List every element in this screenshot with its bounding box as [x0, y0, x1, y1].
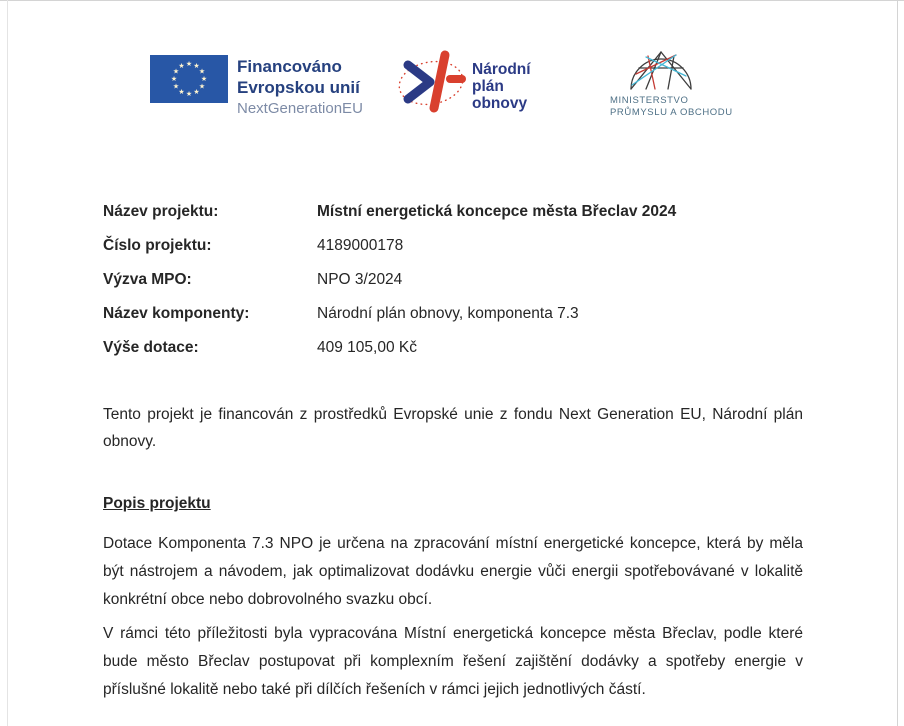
ministry-logo — [610, 43, 770, 119]
eu-funding-line3: NextGenerationEU — [237, 100, 363, 117]
description-paragraph-1: Dotace Komponenta 7.3 NPO je určena na zpracování místní energetické koncepce, která by měla být nástrojem a návodem, jak optimalizovat dodávku energie vůči energii spotřebovávané v lokalitě konkrétní obce nebo dobrovolného svazku obcí. — [103, 535, 803, 608]
info-label: Číslo projektu: — [103, 237, 212, 254]
svg-text:★: ★ — [178, 88, 185, 96]
info-value: 409 105,00 Kč — [317, 339, 417, 356]
ministry-dome-icon — [624, 43, 698, 93]
svg-text:★: ★ — [178, 62, 185, 70]
eu-flag-icon — [150, 55, 228, 103]
npo-line3: obnovy — [472, 95, 528, 112]
info-value: 4189000178 — [317, 237, 404, 254]
page-top-edge — [0, 0, 904, 1]
ministry-line2: PRŮMYSLU A OBCHODU — [610, 107, 733, 118]
svg-text:★: ★ — [185, 60, 193, 68]
info-row-project-number — [103, 237, 813, 271]
info-label: Výše dotace: — [103, 339, 199, 356]
description-paragraph-2: V rámci této příležitosti byla vypracována Místní energetická koncepce města Břeclav, podle které bude město Břeclav postupovat při komplexním řešení zajištění dodávky a spotřeby energie v příslušné lokalitě nebo také při dílčích řešeních v rámci jejich jednotlivých částí. — [103, 625, 803, 698]
info-row-grant-amount — [103, 339, 813, 373]
svg-text:★: ★ — [170, 75, 178, 83]
npo-line1: Národní — [472, 61, 531, 78]
info-label: Název projektu: — [103, 203, 219, 220]
narodni-plan-obnovy-icon — [397, 49, 469, 115]
funding-note: Tento projekt je financován z prostředků Evropské unie z fondu Next Generation EU, Národní plán obnovy. — [103, 406, 803, 450]
svg-text:★: ★ — [185, 90, 193, 98]
svg-text:★: ★ — [200, 75, 208, 83]
info-row-component — [103, 305, 813, 339]
npo-line2: plán — [472, 78, 504, 95]
svg-text:★: ★ — [172, 82, 180, 91]
svg-text:★: ★ — [198, 82, 206, 91]
eu-funding-line1: Financováno — [237, 57, 342, 76]
ministry-text — [610, 95, 770, 119]
page-right-edge — [897, 0, 898, 726]
section-heading-popis-projektu: Popis projektu — [103, 495, 211, 512]
ministry-line1: MINISTERSTVO — [610, 95, 689, 106]
info-row-project-name — [103, 203, 813, 237]
info-label: Název komponenty: — [103, 305, 250, 322]
project-info-table — [103, 203, 813, 373]
eu-funding-logo — [150, 55, 363, 118]
info-value: NPO 3/2024 — [317, 271, 403, 288]
svg-text:★: ★ — [193, 62, 200, 70]
page-left-edge — [7, 0, 8, 726]
svg-text:★: ★ — [172, 67, 180, 76]
svg-text:★: ★ — [198, 67, 206, 76]
info-value: Místní energetická koncepce města Břeclav 2024 — [317, 203, 677, 220]
eu-funding-text — [237, 55, 363, 118]
svg-text:★: ★ — [193, 88, 200, 96]
narodni-plan-obnovy-logo — [397, 49, 531, 115]
narodni-plan-obnovy-text — [472, 49, 531, 112]
info-value: Národní plán obnovy, komponenta 7.3 — [317, 305, 579, 322]
info-label: Výzva MPO: — [103, 271, 192, 288]
eu-funding-line2: Evropskou unií — [237, 78, 360, 97]
info-row-call — [103, 271, 813, 305]
